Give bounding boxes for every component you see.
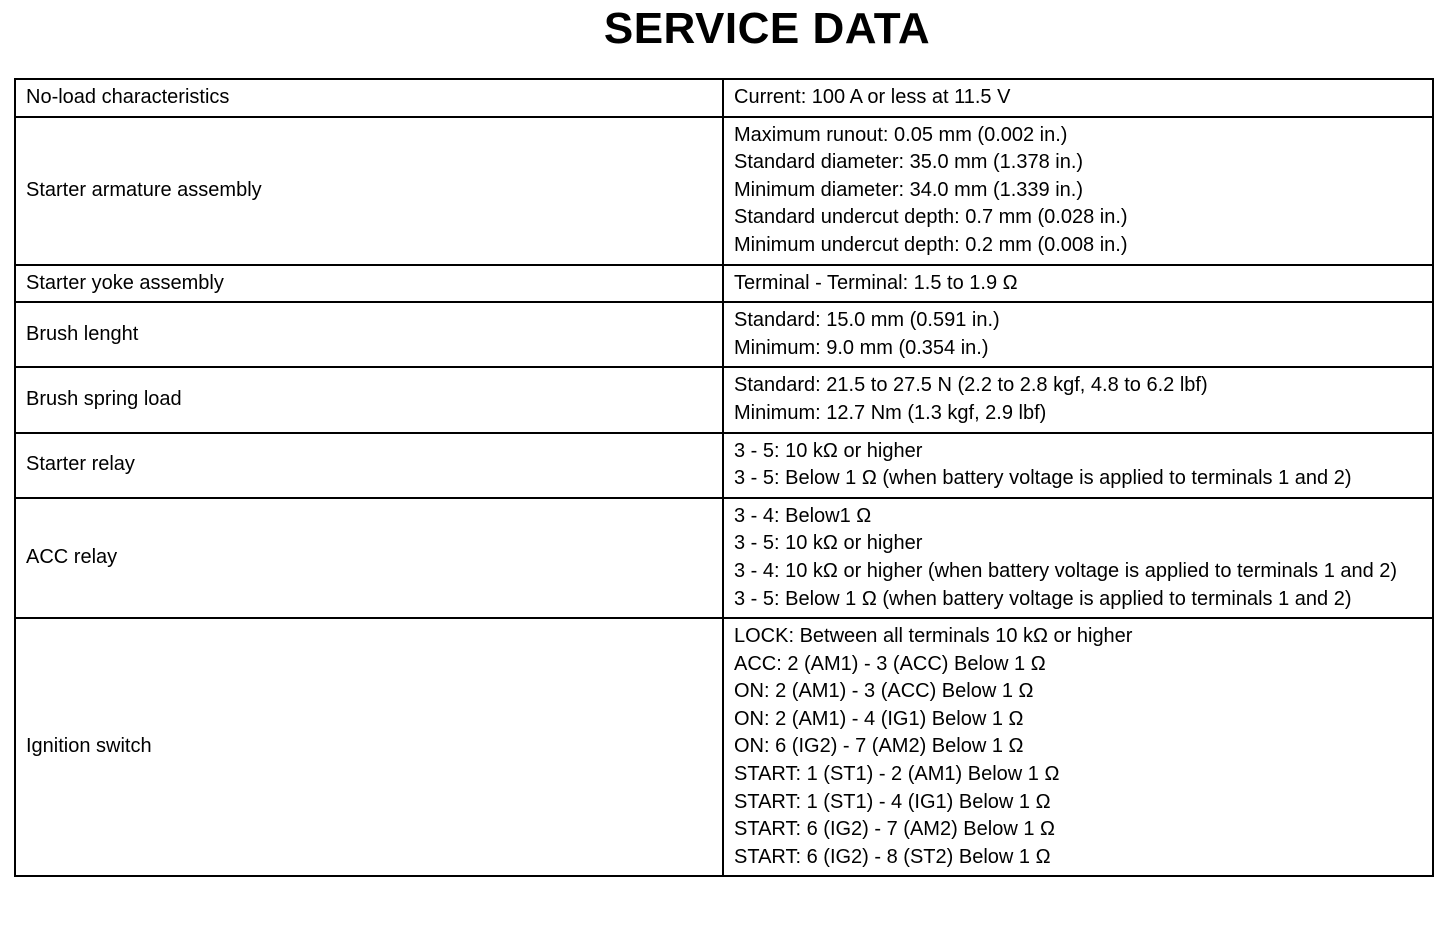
service-data-table-body xyxy=(15,79,1433,876)
value-line: Minimum undercut depth: 0.2 mm (0.008 in.) xyxy=(734,233,1128,256)
value-line: Standard: 15.0 mm (0.591 in.) xyxy=(734,309,1000,332)
table-row xyxy=(15,498,1433,618)
value-line: 3 - 5: Below 1 Ω (when battery voltage is applied to terminals 1 and 2) xyxy=(734,587,1352,610)
value-line: LOCK: Between all terminals 10 kΩ or higher xyxy=(734,625,1133,648)
value-line: ACC: 2 (AM1) - 3 (ACC) Below 1 Ω xyxy=(734,652,1046,675)
value-line: Standard undercut depth: 0.7 mm (0.028 in.) xyxy=(734,206,1128,229)
item-cell: Starter relay xyxy=(15,433,723,498)
value-line: Minimum: 12.7 Nm (1.3 kgf, 2.9 lbf) xyxy=(734,401,1047,424)
item-cell: Starter yoke assembly xyxy=(15,265,723,303)
value-line: Terminal - Terminal: 1.5 to 1.9 Ω xyxy=(734,271,1018,294)
item-cell: Brush lenght xyxy=(15,302,723,367)
value-cell xyxy=(723,498,1433,618)
value-line: Standard: 21.5 to 27.5 N (2.2 to 2.8 kgf, 4.8 to 6.2 lbf) xyxy=(734,374,1208,397)
value-cell xyxy=(723,265,1433,303)
value-line: START: 1 (ST1) - 4 (IG1) Below 1 Ω xyxy=(734,790,1051,813)
item-cell: Brush spring load xyxy=(15,367,723,432)
value-line: ON: 2 (AM1) - 4 (IG1) Below 1 Ω xyxy=(734,707,1024,730)
table-row xyxy=(15,367,1433,432)
value-line: START: 6 (IG2) - 8 (ST2) Below 1 Ω xyxy=(734,845,1051,868)
value-line: ON: 6 (IG2) - 7 (AM2) Below 1 Ω xyxy=(734,735,1024,758)
value-cell xyxy=(723,117,1433,265)
value-line: 3 - 5: 10 kΩ or higher xyxy=(734,532,923,555)
item-cell: ACC relay xyxy=(15,498,723,618)
value-line: 3 - 4: 10 kΩ or higher (when battery voltage is applied to terminals 1 and 2) xyxy=(734,559,1398,582)
value-line: ON: 2 (AM1) - 3 (ACC) Below 1 Ω xyxy=(734,680,1034,703)
service-data-table xyxy=(14,78,1434,877)
value-line: 3 - 5: 10 kΩ or higher xyxy=(734,439,923,462)
table-row xyxy=(15,117,1433,265)
table-row xyxy=(15,302,1433,367)
page-title: SERVICE DATA xyxy=(603,4,931,53)
item-cell: No-load characteristics xyxy=(15,79,723,117)
value-line: Current: 100 A or less at 11.5 V xyxy=(734,86,1011,108)
value-line: START: 6 (IG2) - 7 (AM2) Below 1 Ω xyxy=(734,818,1055,841)
table-row xyxy=(15,618,1433,876)
value-cell xyxy=(723,367,1433,432)
value-cell xyxy=(723,79,1433,117)
item-cell: Starter armature assembly xyxy=(15,117,723,265)
value-line: START: 1 (ST1) - 2 (AM1) Below 1 Ω xyxy=(734,763,1060,786)
table-row xyxy=(15,433,1433,498)
value-cell xyxy=(723,618,1433,876)
value-line: Minimum diameter: 34.0 mm (1.339 in.) xyxy=(734,178,1084,201)
table-row xyxy=(15,79,1433,117)
value-line: 3 - 5: Below 1 Ω (when battery voltage is applied to terminals 1 and 2) xyxy=(734,467,1352,490)
value-line: Minimum: 9.0 mm (0.354 in.) xyxy=(734,336,989,359)
value-line: Standard diameter: 35.0 mm (1.378 in.) xyxy=(734,151,1084,174)
value-line: Maximum runout: 0.05 mm (0.002 in.) xyxy=(734,123,1068,146)
value-cell xyxy=(723,302,1433,367)
item-cell: Ignition switch xyxy=(15,618,723,876)
table-row xyxy=(15,265,1433,303)
value-cell xyxy=(723,433,1433,498)
value-line: 3 - 4: Below1 Ω xyxy=(734,504,872,527)
